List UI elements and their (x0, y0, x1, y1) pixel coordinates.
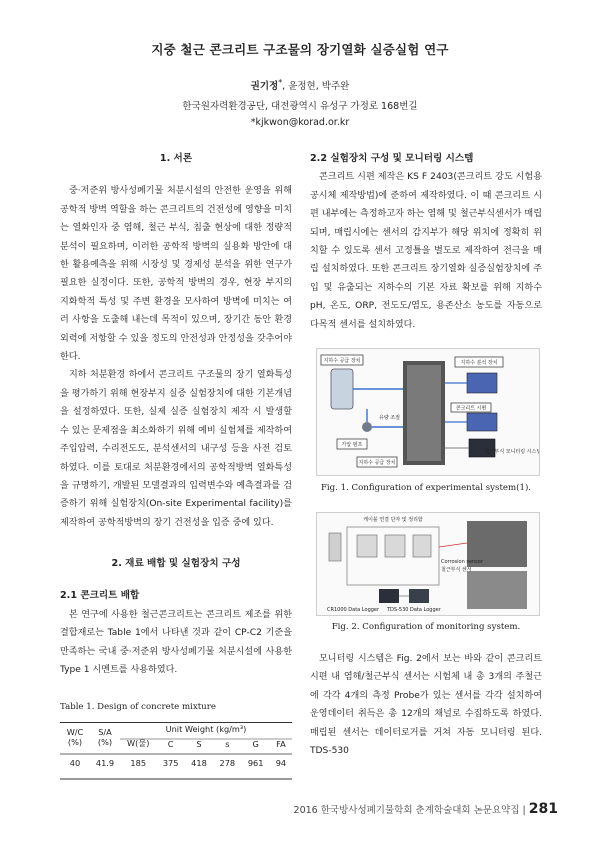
figure-2-caption: Fig. 2. Configuration of monitoring system. (331, 622, 521, 632)
table-cell: 418 (191, 758, 207, 768)
author-email: *kjkwon@korad.or.kr (250, 117, 350, 128)
experimental-system-diagram (317, 349, 539, 475)
logger-box-2 (385, 535, 405, 557)
corresponding-author: 권기정 (250, 81, 279, 93)
field-photo-placeholder (467, 571, 527, 609)
monitoring-paragraph-block (310, 650, 542, 760)
author-list (0, 78, 600, 92)
table-cell: 278 (219, 758, 236, 768)
table-cell: 41.9 (95, 758, 115, 768)
terminal-box (329, 533, 341, 561)
table-cell: 40 (69, 758, 81, 768)
fig2-label-logger1: CR1000 Data Logger (327, 607, 380, 613)
section-2-block (60, 555, 292, 679)
table-cell: 185 (130, 758, 147, 768)
fig1-label-specimen: 콘크리트 시편 (455, 405, 487, 412)
right-column (310, 150, 542, 334)
water-tank-icon (331, 369, 353, 409)
fig2-label-top: 케이블 연결 단자 및 정리함 (363, 517, 423, 523)
table-col-header: G (252, 738, 259, 749)
table-cell: 961 (247, 758, 264, 768)
mix-paragraph: 본 연구에 사용한 철근콘크리트는 콘크리트 제조를 위한 결합재로는 Table 1에서 나타낸 것과 같이 CP-C2 기준을 만족하는 국내 중·저준위 방사성폐기물 처분시설에 사용한 Type 1 시멘트를 사용하였다. (60, 609, 292, 676)
figure-1-caption: Fig. 1. Configuration of experimental system(1). (320, 483, 532, 493)
fig1-label-pump: 가압 펌프 (341, 442, 363, 448)
setup-paragraph: 콘크리트 시편 제작은 KS F 2403(콘크리트 강도 시험용 공시체 제작방법)에 준하여 제작하였다. 이 때 콘크리트 시편 내부에는 측정하고자 하는 염해 및 철근부식센서가 매립되며, 매립시에는 센서의 감지부가 해당 위치에 정확히 위치할 수 있도록 센서 고정틀을 별도로 제작하여 전극을 매립 설치하였다. 또한 콘크리트 장기열화 실증실험장치에 주입 및 유출되는 지하수의 기본 자료 확보를 위해 지하수 pH, 온도, ORP, 전도도/염도, 용존산소 농도를 자동으로 다목적 센서를 설치하였다. (310, 172, 542, 330)
table-header-sa: S/A (%) (97, 726, 113, 747)
affiliation: 한국원자력환경공단, 대전광역시 유성구 가정로 168번길 (182, 101, 418, 112)
coauthors: , 윤정현, 박주완 (282, 81, 350, 93)
footer-text: 2016 한국방사성폐기물학회 춘계학술대회 논문요약집 | (293, 805, 526, 816)
logger-box-1 (357, 535, 377, 557)
left-column (60, 150, 292, 532)
table-col-header: s (225, 738, 230, 749)
table-col-header: FA (276, 738, 286, 749)
table-row (60, 751, 292, 770)
monitoring-paragraph: 모니터링 시스템은 Fig. 2에서 보는 바와 같이 콘크리트 시편 내 염해/철근부식 센서는 시험체 내 총 3개의 주철근에 각각 4개의 측정 Probe가 있는 센서를 각각 설치하여 운영데이터 취득은 총 12개의 채널로 수집하도록 하였다. 매립된 센서는 데이터로거를 거쳐 자동 모니터링 된다. TDS-530 (310, 654, 542, 757)
sensor-device-icon (467, 413, 497, 431)
section-1-heading: 1. 서론 (159, 153, 193, 164)
table-header-wc: W/C (%) (66, 726, 84, 747)
fig1-label-flow: 유량 조절 (379, 415, 400, 421)
figure-1 (316, 348, 540, 476)
table-cell: 375 (162, 758, 179, 768)
fig1-label-monitor: 철근부식 모니터링 시스템 (484, 449, 539, 455)
specimen-texture (407, 365, 441, 461)
page-number: 281 (528, 801, 558, 817)
fig2-label-sensor: Corrosion sensor (441, 559, 483, 565)
table-col-header: S (196, 738, 202, 749)
intro-paragraph-1: 중·저준위 방사성폐기물 처분시설의 안전한 운영을 위해 공학적 방벽 역할을 하는 콘크리트의 건전성에 영향을 미치는 열화인자 중 염해, 철근 부식, 침출 현상에 대한 정량적 분석이 필요하며, 이러한 공학적 방벽의 실용화 방안에 대한 활용예측을 위해 시장성 및 경제성 분석을 위한 연구가 필요한 실정이다. 또한, 공학적 방벽의 경우, 현장 부지의 지화학적 특성 및 주변 환경을 모사하여 방벽에 미치는 여러 사항을 도출해 내는데 목적이 있으며, 장기간 동안 환경외력에 저항할 수 있을 정도의 안전성과 안정성을 갖추어야 한다. (60, 186, 292, 363)
analyzer-device-icon (467, 373, 497, 393)
fig1-label-supply: 지하수 공급 장치 (358, 460, 396, 466)
subsection-2-1-heading: 2.1 콘크리트 배합 (60, 590, 140, 602)
fig2-label-right: 철근부식 센서 (441, 567, 472, 573)
table-header-row-1 (60, 722, 292, 736)
table-cell: 94 (275, 758, 287, 768)
cr1000-logger-icon (379, 589, 399, 603)
fig1-label-analyzer: 지하수 분석 장치 (460, 360, 498, 366)
monitoring-system-diagram (317, 513, 539, 615)
table-1 (60, 722, 292, 770)
fig1-label-water-tank: 지하수 공급 장치 (323, 358, 361, 364)
corresponding-mark: * (278, 78, 283, 87)
table-col-header: W(물) (127, 738, 150, 748)
subsection-2-2-heading: 2.2 실험장치 구성 및 모니터링 시스템 (310, 153, 474, 164)
logger-box-3 (413, 535, 431, 557)
table-col-header: C (167, 738, 174, 749)
tds530-logger-icon (409, 589, 429, 603)
page-footer (294, 801, 558, 817)
pump-icon (362, 422, 372, 432)
section-2-heading: 2. 재료 배합 및 실험장치 구성 (111, 558, 241, 569)
table-header-unit-weight: Unit Weight (kg/m³) (165, 724, 247, 734)
figure-2 (316, 512, 540, 616)
fig2-label-logger2: TDS-530 Data Logger (387, 607, 441, 613)
table-1-caption: Table 1. Design of concrete mixture (60, 702, 216, 712)
intro-paragraph-2: 지하 처분환경 하에서 콘크리트 구조물의 장기 열화특성을 평가하기 위해 현장부지 실증 실험장치에 대한 기본개념을 설정하였다. 또한, 실제 실증 실험장치 제작 시 발생할 수 있는 문제점을 최소화하기 위해 예비 실험체를 제작하여 주입압력, 수리전도도, 분석센서의 내구성 등을 사전 검토하였다. 이를 토대로 처분환경에서의 공학적방벽 열화특성을 규명하기, 개발된 모델결과의 입력변수와 예측결과를 검증하기 위해 실험장치(On-site Experimental facility)를 제작하여 공학적방벽의 장기 건전성을 입증 중에 있다. (60, 370, 292, 528)
paper-title: 지중 철근 콘크리트 구조물의 장기열화 실증실험 연구 (151, 42, 449, 57)
